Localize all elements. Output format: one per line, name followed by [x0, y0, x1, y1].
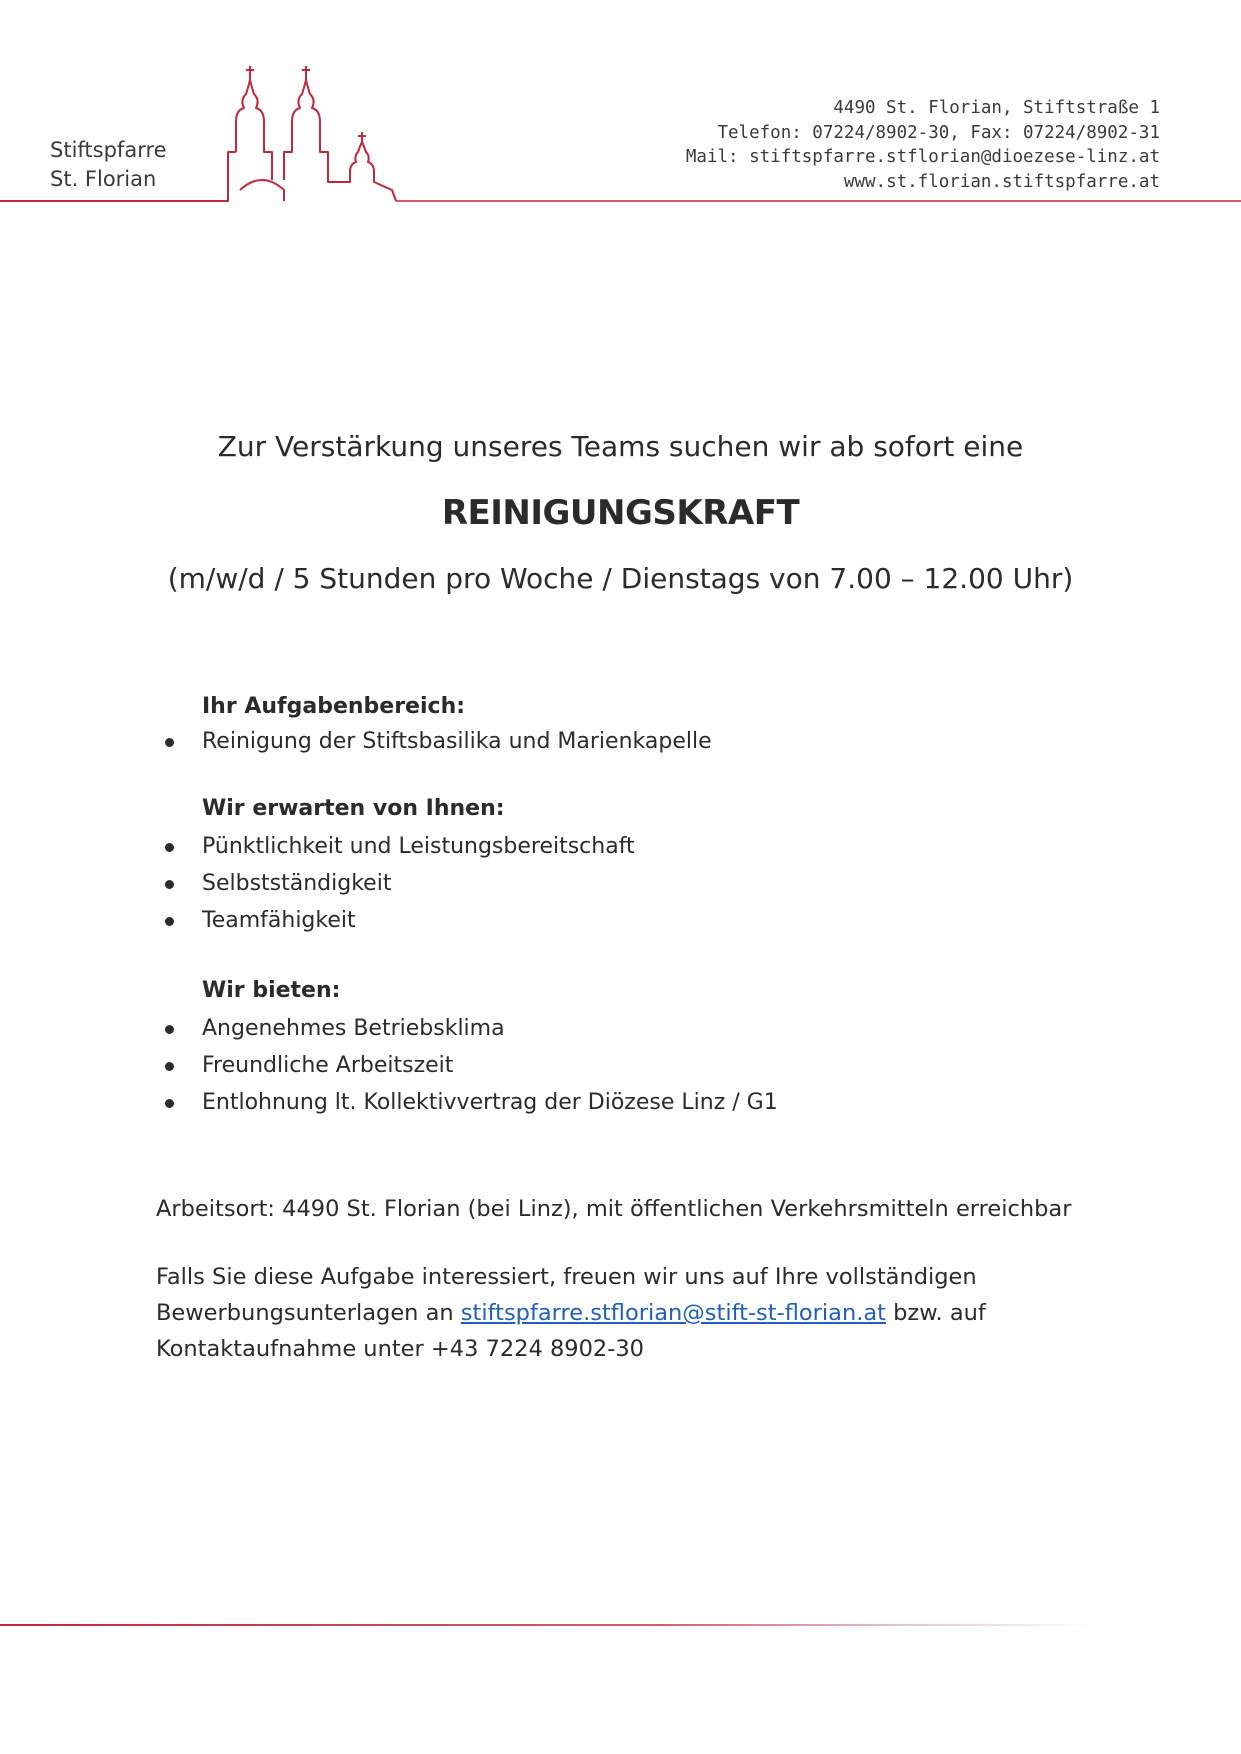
list-item: Teamfähigkeit	[202, 908, 356, 933]
logo-gate-arch	[240, 180, 284, 201]
list-item: Reinigung der Stiftsbasilika und Marienkapelle	[202, 729, 712, 754]
closing-paragraph	[156, 1259, 1116, 1367]
section-heading-expectations: Wir erwarten von Ihnen:	[202, 796, 505, 821]
application-email-link[interactable]: stiftspfarre.stflorian@stift-st-florian.at	[460, 1300, 886, 1326]
job-title: REINIGUNGSKRAFT	[441, 493, 800, 533]
logo-right-tower	[284, 80, 396, 201]
closing-line-2	[156, 1295, 1116, 1331]
bullet-icon	[165, 1062, 174, 1071]
list-item: Freundliche Arbeitszeit	[202, 1053, 454, 1078]
brand-line-1: Stiftspfarre	[50, 138, 167, 162]
bullet-icon	[165, 880, 174, 889]
closing-line-1: Falls Sie diese Aufgabe interessiert, freuen wir uns auf Ihre vollständigen	[156, 1264, 977, 1290]
list-item: Pünktlichkeit und Leistungsbereitschaft	[202, 834, 635, 859]
closing-line-3: Kontaktaufnahme unter +43 7224 8902-30	[156, 1336, 644, 1362]
section-heading-offer: Wir bieten:	[202, 978, 341, 1003]
closing-line-2-prefix: Bewerbungsunterlagen an	[156, 1300, 461, 1326]
intro-text: Zur Verstärkung unseres Teams suchen wir ab sofort eine	[217, 430, 1024, 463]
bullet-icon	[165, 738, 174, 747]
closing-line-2-suffix: bzw. auf	[885, 1300, 986, 1326]
list-item: Angenehmes Betriebsklima	[202, 1016, 505, 1041]
brand-line-2: St. Florian	[50, 167, 157, 191]
bullet-icon	[165, 1025, 174, 1034]
section-heading-tasks: Ihr Aufgabenbereich:	[202, 694, 466, 719]
workplace-text: Arbeitsort: 4490 St. Florian (bei Linz), mit öffentlichen Verkehrsmitteln erreichbar	[156, 1196, 1072, 1222]
logo-right-cross	[302, 66, 310, 80]
footer-divider	[0, 1624, 1100, 1626]
logo-baseline-left	[0, 152, 236, 201]
contact-block	[560, 96, 1160, 194]
job-subtitle: (m/w/d / 5 Stunden pro Woche / Dienstags von 7.00 – 12.00 Uhr)	[167, 562, 1074, 595]
list-item: Selbstständigkeit	[202, 871, 392, 896]
bullet-icon	[165, 1099, 174, 1108]
contact-mail[interactable]: Mail: stiftspfarre.stflorian@dioezese-linz.at	[685, 147, 1160, 167]
contact-address: 4490 St. Florian, Stiftstraße 1	[833, 98, 1160, 118]
logo-small-cross	[358, 132, 366, 142]
contact-web[interactable]: www.st.florian.stiftspfarre.at	[843, 171, 1160, 192]
bullet-icon	[165, 917, 174, 926]
bullet-icon	[165, 843, 174, 852]
list-item: Entlohnung lt. Kollektivvertrag der Diözese Linz / G1	[202, 1090, 778, 1115]
logo-left-tower	[236, 80, 272, 180]
logo-left-cross	[246, 66, 254, 80]
contact-phone: Telefon: 07224/8902-30, Fax: 07224/8902-31	[717, 122, 1160, 143]
